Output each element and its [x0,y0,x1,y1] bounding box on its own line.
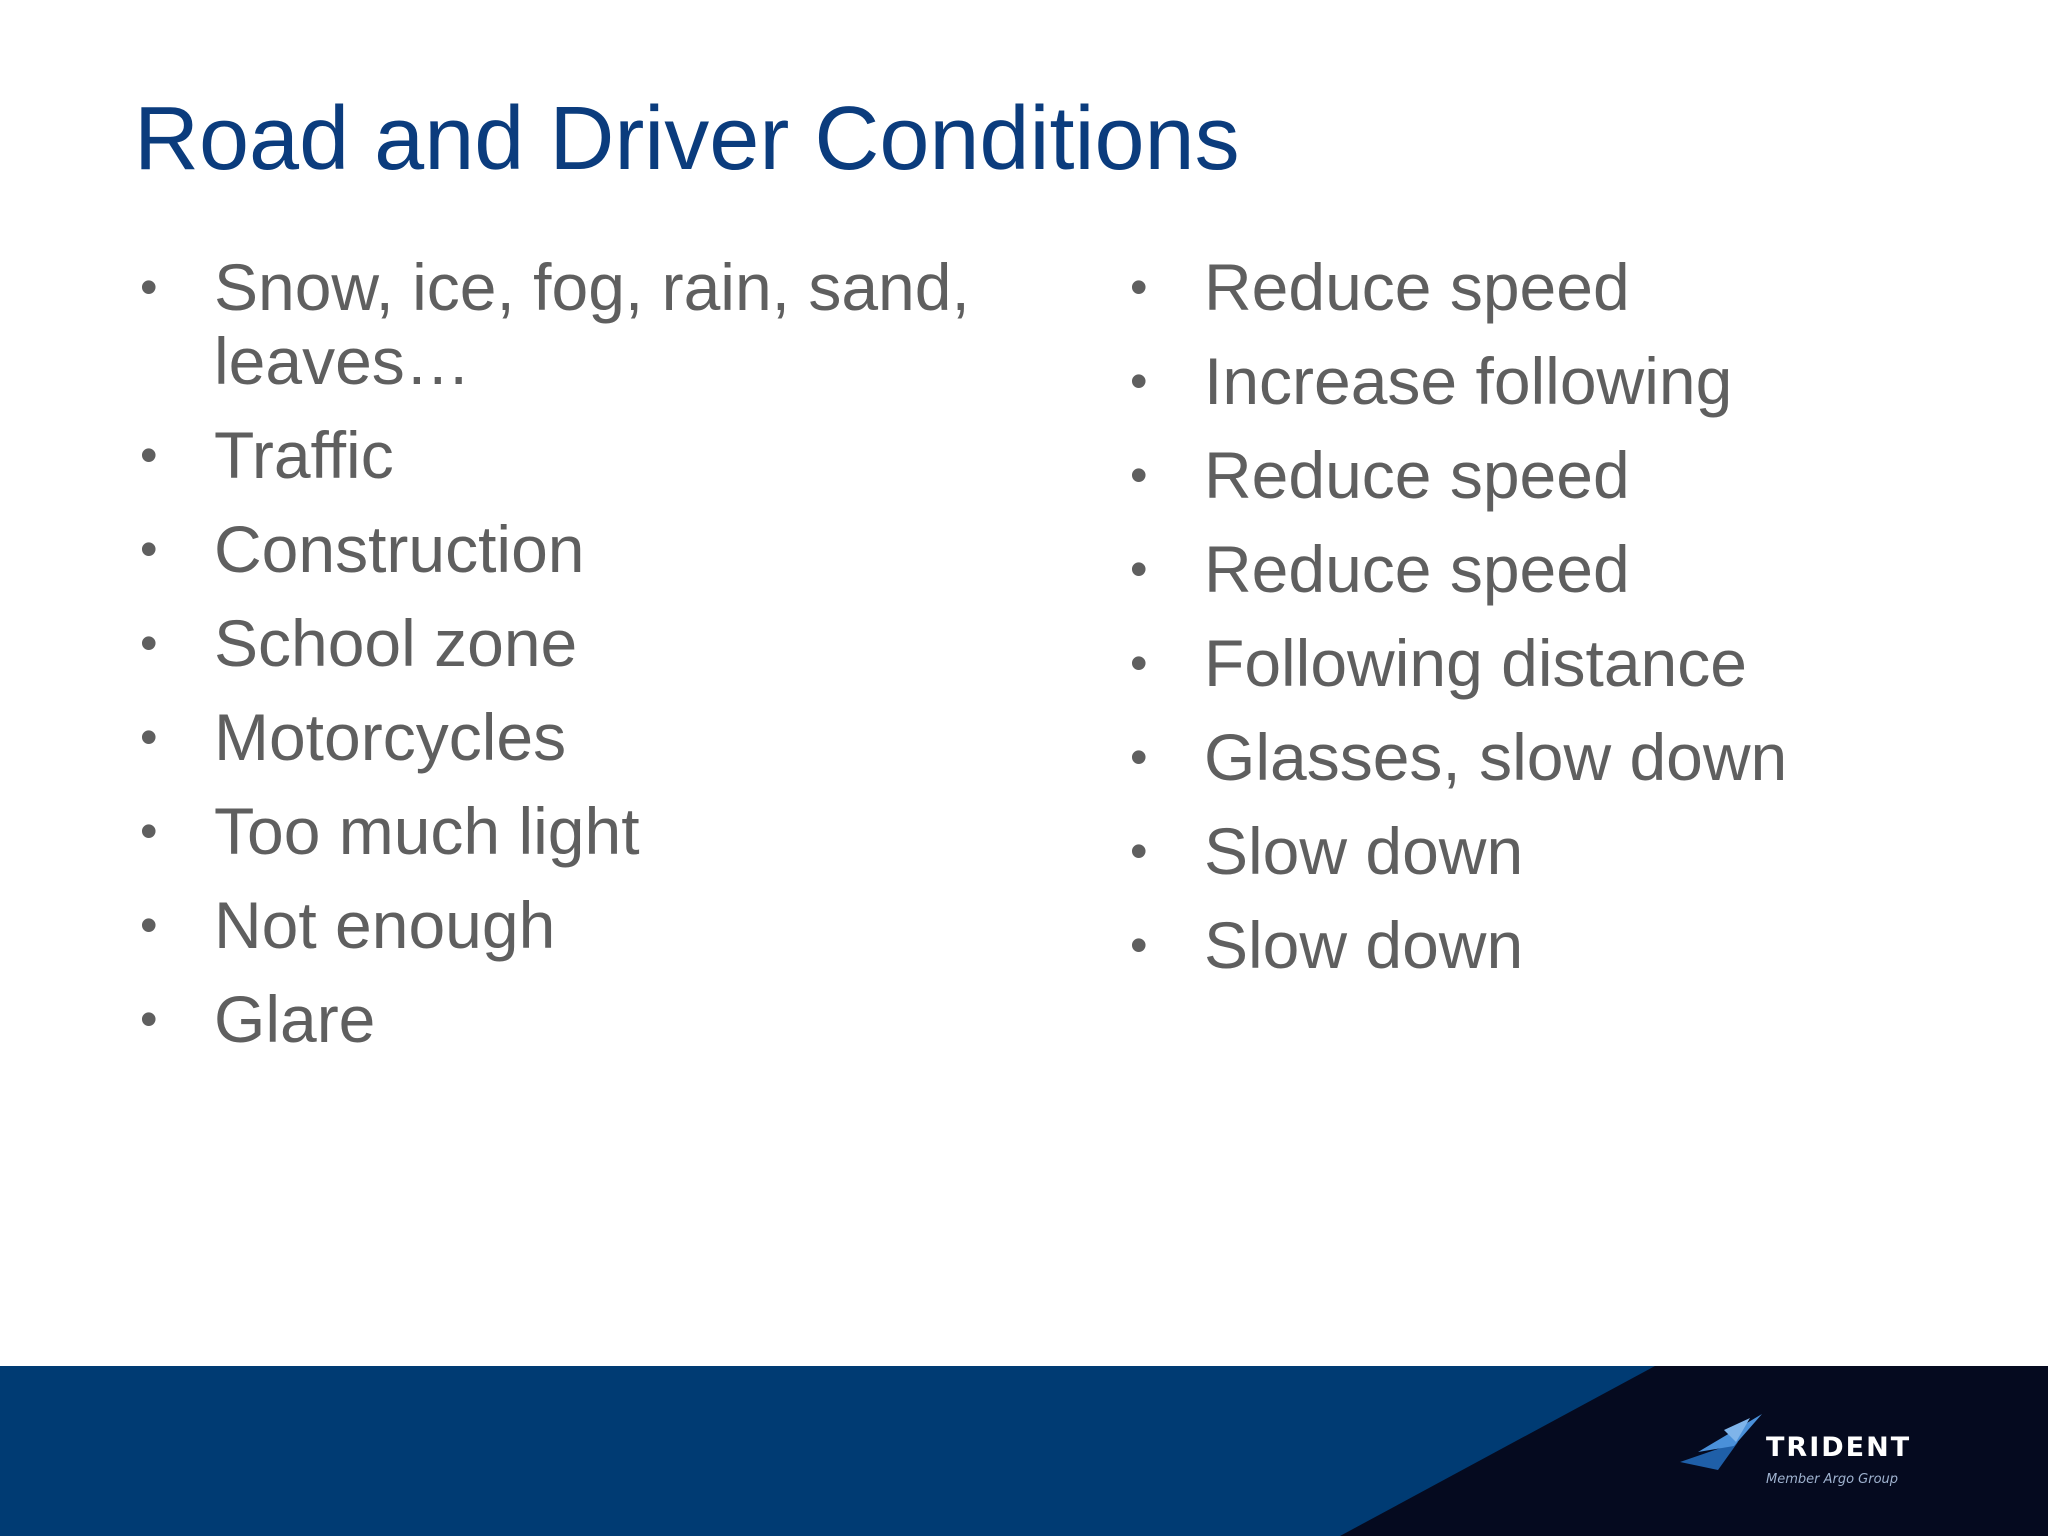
bullet-item [1124,814,2004,888]
bullet-text: Glare [214,982,376,1056]
bullet-text: Glasses, slow down [1204,720,1788,794]
bullet-text: Reduce speed [1204,438,1630,512]
bullet-dot: • [140,259,158,315]
bullet-item [134,982,1034,1056]
bullet-item [134,250,1034,398]
bullet-item [134,418,1034,492]
bullet-text: Too much light [214,794,640,868]
bullet-text: Traffic [214,418,394,492]
bullet-dot: • [140,521,158,577]
bullet-text: Not enough [214,888,556,962]
trident-logo-icon [1678,1412,1762,1476]
bullet-item [1124,626,2004,700]
bullet-dot: • [1130,917,1148,973]
logo-name: TRIDENT [1766,1432,1912,1463]
bullet-text: Increase following [1204,344,1733,418]
bullet-dot: • [1130,259,1148,315]
bullet-text: Construction [214,512,585,586]
bullet-dot: • [1130,447,1148,503]
right-bullet-list [1124,250,2004,1002]
bullet-item [1124,908,2004,982]
bullet-text: Slow down [1204,908,1524,982]
bullet-item [134,606,1034,680]
bullet-text: Following distance [1204,626,1747,700]
bullet-dot: • [1130,823,1148,879]
bullet-dot: • [1130,635,1148,691]
bullet-dot: • [1130,541,1148,597]
bullet-text: Reduce speed [1204,250,1630,324]
bullet-dot: • [140,897,158,953]
bullet-text: Snow, ice, fog, rain, sand, leaves… [214,250,970,398]
bullet-dot: • [140,803,158,859]
left-bullet-list [134,250,1034,1076]
bullet-text: Motorcycles [214,700,567,774]
bullet-text: Slow down [1204,814,1524,888]
bullet-item [134,794,1034,868]
bullet-dot: • [1130,353,1148,409]
bullet-item [134,888,1034,962]
bullet-dot: • [140,427,158,483]
bullet-text: School zone [214,606,578,680]
bullet-dot: • [1130,729,1148,785]
slide-title: Road and Driver Conditions [134,89,1240,189]
bullet-text: Reduce speed [1204,532,1630,606]
bullet-dot: • [140,615,158,671]
bullet-dot: • [140,991,158,1047]
bullet-item [134,512,1034,586]
bullet-item [1124,344,2004,418]
bullet-item [1124,720,2004,794]
bullet-item [1124,532,2004,606]
bullet-item [1124,438,2004,512]
bullet-dot: • [140,709,158,765]
logo-tagline: Member Argo Group [1766,1472,1899,1487]
bullet-item [1124,250,2004,324]
bullet-item [134,700,1034,774]
